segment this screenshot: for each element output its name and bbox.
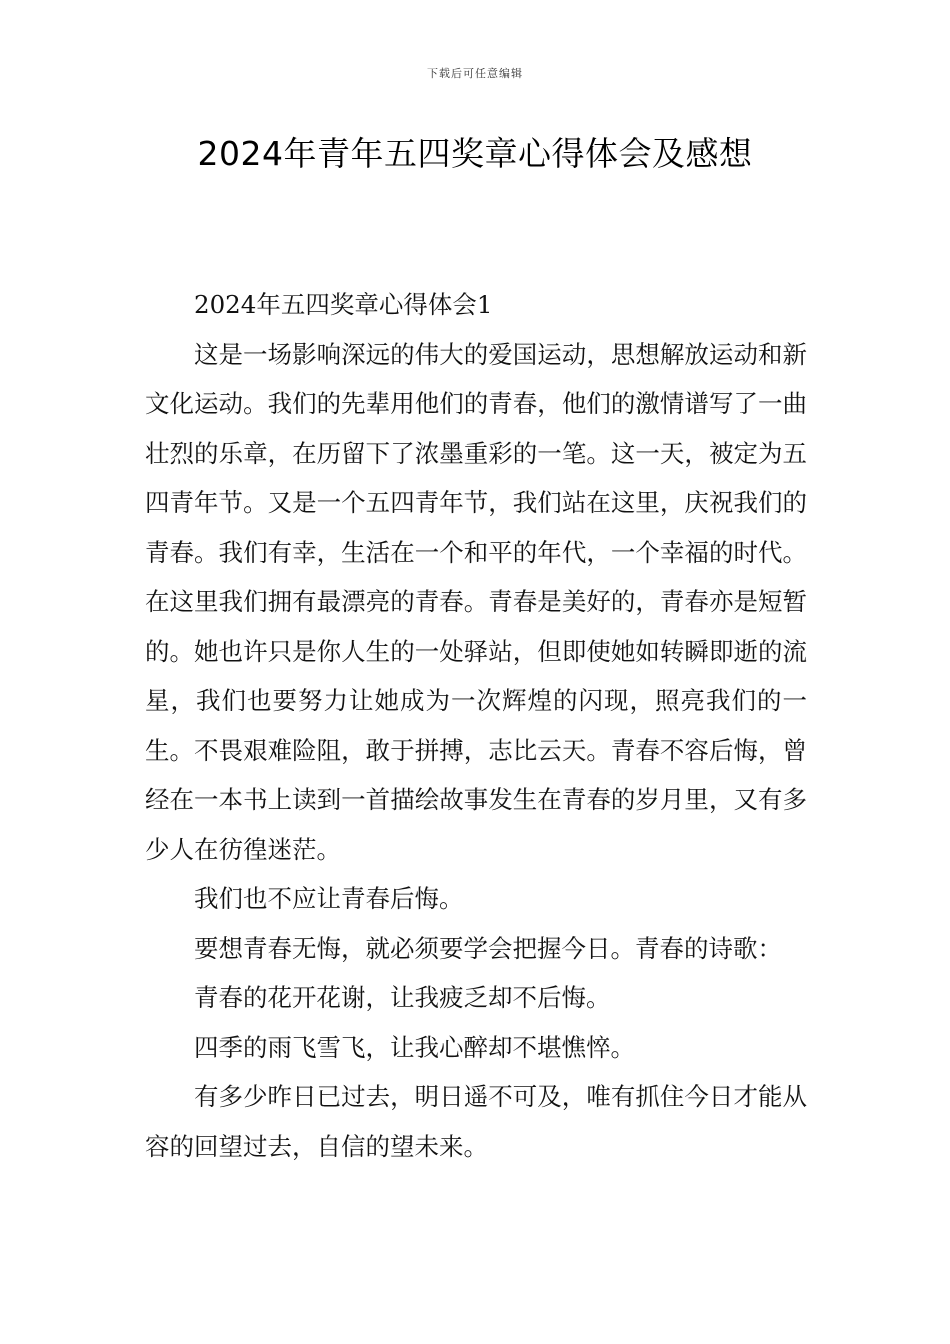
- poem-line: 青春的花开花谢，让我疲乏却不后悔。: [194, 983, 611, 1012]
- paragraph: 这是一场影响深远的伟大的爱国运动，思想解放运动和新文化运动。我们的先辈用他们的青春，他们的激情谱写了一曲壮烈的乐章，在历留下了浓墨重彩的一笔。这一天，被定为五四青年节。又是一个五四青年节，我们站在这里，庆祝我们的青春。我们有幸，生活在一个和平的年代，一个幸福的时代。在这里我们拥有最漂亮的青春。青春是美好的，青春亦是短暂的。她也许只是你人生的一处驿站，但即使她如转瞬即逝的流星，我们也要努力让她成为一次辉煌的闪现，照亮我们的一生。不畏艰难险阻，敢于拼搏，志比云天。青春不容后悔，曾经在一本书上读到一首描绘故事发生在青春的岁月里，又有多少人在彷徨迷茫。: [145, 339, 807, 864]
- paragraph: 有多少昨日已过去，明日遥不可及，唯有抓住今日才能从容的回望过去，自信的望未来。: [145, 1082, 807, 1161]
- poem-line: 四季的雨飞雪飞，让我心醉却不堪憔悴。: [194, 1032, 635, 1062]
- paragraph: 我们也不应让青春后悔。: [194, 884, 464, 913]
- header-note: 下载后可任意编辑: [427, 67, 523, 80]
- document-title: 2024年青年五四奖章心得体会及感想: [197, 134, 753, 173]
- paragraph: 要想青春无悔，就必须要学会把握今日。青春的诗歌：: [194, 933, 782, 963]
- document-body: [145, 280, 807, 1171]
- section-heading: 2024年五四奖章心得体会1: [194, 290, 493, 319]
